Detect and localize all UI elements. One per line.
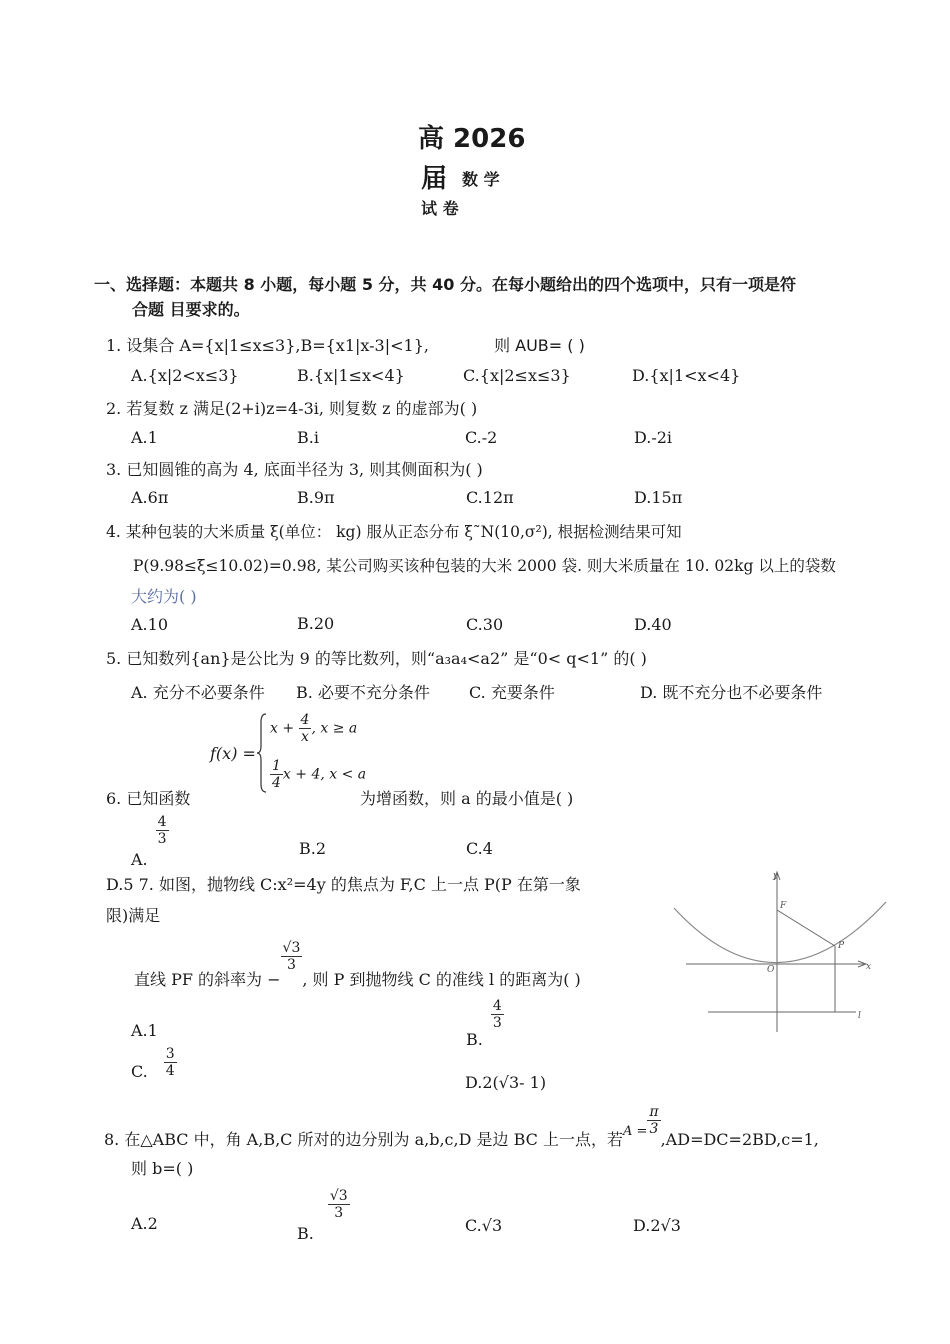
q6-option-a-label: A. [131,850,148,870]
q6-case2 [270,758,366,791]
q7-b-num: 4 [492,998,502,1014]
q6-case1-tail: , x ≥ a [311,720,358,737]
q6-case1-num: 4 [300,712,310,728]
q6-option-a-frac [156,814,169,847]
q1-option-c: C.{x|2≤x≤3} [463,366,571,385]
q8-b-den: 3 [328,1204,350,1221]
q6-brace [256,712,268,794]
q6-case2-den: 4 [272,775,281,792]
q6-fx-label: f(x) = [210,744,256,763]
q7-option-b-frac [491,998,504,1031]
q4-option-d: D.40 [634,615,672,634]
q8-b-num: √3 [329,1188,348,1204]
q2-option-c: C.-2 [465,428,498,447]
q8-line1b: ,AD=DC=2BD,c=1, [660,1130,819,1150]
q8-angle-frac [647,1104,660,1137]
figure-label-l: l [858,1011,861,1021]
q4-stem-line1: 4. 某种包装的大米质量 ξ(单位： kg) 服从正态分布 ξ˜N(10,σ²), 根据检测结果可知 [106,523,682,541]
q8-option-b-frac [328,1188,350,1221]
q7-stem-line3 [134,940,581,990]
q1-stem [106,333,585,356]
q5-option-b: B. 必要不充分条件 [296,683,430,702]
q7-line3b: , 则 P 到抛物线 C 的准线 l 的距离为( ) [302,970,581,990]
q7-option-c-label: C. [131,1062,148,1082]
q4-option-b: B.20 [297,614,335,633]
q1-option-a: A.{x|2<x≤3} [131,366,239,385]
exam-title-line3: 试 卷 [421,199,459,218]
q1-stem-text: 1. 设集合 A={x|1≤x≤3},B={x1|x-3|<1}, [106,336,429,355]
q6-a-den: 3 [157,831,167,848]
q7-option-a: A.1 [131,1021,158,1040]
q3-option-d: D.15π [634,488,683,507]
q6-case1 [270,712,357,745]
q6-case2-frac [270,758,283,791]
q7-option-c-frac [164,1046,177,1079]
q7-option-b-label: B. [466,1030,483,1050]
q6-option-b: B.2 [299,839,327,858]
exam-title-line2b: 数 学 [462,170,500,189]
q6-case1-lead: x + [270,720,299,737]
q7-slope-frac [281,940,303,973]
q5-option-d: D. 既不充分也不必要条件 [640,683,823,702]
q5-stem: 5. 已知数列{an}是公比为 9 的等比数列，则“a₃a₄<a2” 是“0< q<1” 的( ) [106,649,647,668]
q2-option-d: D.-2i [634,428,673,447]
q7-slope-num: √3 [282,940,301,956]
q4-option-a: A.10 [131,615,168,634]
q7-option-d: D.2(√3- 1) [465,1073,547,1092]
section-heading: 一、选择题：本题共 8 小题，每小题 5 分，共 40 分。在每小题给出的四个选项中，只有一项是符 [94,275,796,294]
q6-case2-num: 1 [272,758,281,774]
figure-label-o: O [767,965,775,975]
q6-label: 6. 已知函数 [106,789,191,808]
q3-stem: 3. 已知圆锥的高为 4, 底面半径为 3, 则其侧面积为( ) [106,460,483,479]
q8-angle: A = [622,1124,648,1140]
q8-option-c: C.√3 [465,1216,503,1235]
figure-label-x: x [866,962,872,972]
q6-case2-tail: x + 4, x < a [282,766,367,783]
q6-case1-frac [299,712,312,745]
section-heading-cont: 合题 目要求的。 [132,300,250,319]
parabola-figure [668,866,894,1034]
q6-option-c: C.4 [466,839,493,858]
q7-stem-line2: 限)满足 [106,906,161,925]
q4-stem-line3: 大约为( ) [131,587,197,606]
q2-stem: 2. 若复数 z 满足(2+i)z=4-3i, 则复数 z 的虚部为( ) [106,399,478,418]
exam-title-line1: 高 2026 [418,124,526,154]
q2-option-b: B.i [297,428,319,447]
q8-stem-line1 [104,1104,819,1150]
q5-option-a: A. 充分不必要条件 [131,683,265,702]
q8-stem-line2: 则 b=( ) [131,1159,194,1178]
q7-option-b [466,998,504,1050]
q3-option-a: A.6π [131,488,169,507]
q8-option-a: A.2 [131,1214,158,1233]
q8-option-b-label: B. [297,1224,314,1244]
figure-parabola [674,902,886,963]
q8-option-d: D.2√3 [633,1216,681,1235]
q4-option-c: C.30 [466,615,504,634]
figure-line-pf [777,910,835,946]
q1-option-d: D.{x|1<x<4} [632,366,741,385]
q3-option-b: B.9π [297,488,335,507]
q7-stem-line1: D.5 7. 如图，抛物线 C:x²=4y 的焦点为 F,C 上一点 P(P 在第一象 [106,875,581,894]
q6-a-num: 4 [157,814,167,830]
q6-tail: 为增函数，则 a 的最小值是( ) [360,789,574,808]
q3-option-c: C.12π [466,488,514,507]
figure-label-y: y [773,871,779,881]
q2-option-a: A.1 [131,428,158,447]
figure-label-p: P [838,941,845,951]
q7-line3a: 直线 PF 的斜率为 − [134,970,281,990]
figure-label-f: F [780,901,787,911]
q7-option-c [131,1046,177,1082]
q7-slope-den: 3 [281,956,303,973]
q1-stem-tail: 则 AUB= ( ) [494,336,585,355]
q8-option-b [297,1188,350,1244]
q6-case1-den: x [299,728,312,745]
q7-b-den: 3 [492,1015,502,1032]
q7-c-den: 4 [165,1063,175,1080]
q8-angle-den: 3 [647,1120,660,1137]
q8-line1a: 8. 在△ABC 中，角 A,B,C 所对的边分别为 a,b,c,D 是边 BC 上一点，若 [104,1130,623,1150]
q1-option-b: B.{x|1≤x<4} [297,366,405,385]
q8-angle-num: π [649,1104,659,1120]
q4-stem-line2: P(9.98≤ξ≤10.02)=0.98, 某公司购买该种包装的大米 2000 袋. 则大米质量在 10. 02kg 以上的袋数 [133,557,836,575]
exam-title-line2a: 届 [421,164,448,194]
q6-option-a [131,814,169,870]
q5-option-c: C. 充要条件 [469,683,555,702]
q7-c-num: 3 [165,1046,175,1062]
